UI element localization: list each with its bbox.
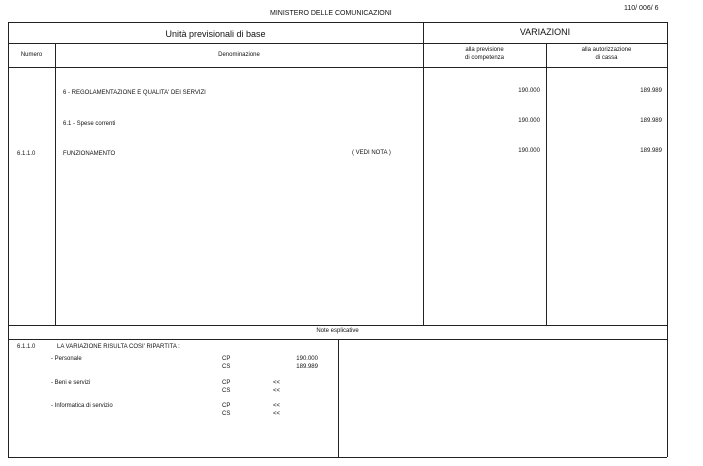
note-cp-value: 190.000 xyxy=(296,356,318,362)
col-cassa-line2: di cassa xyxy=(595,55,618,61)
note-cs-label: CS xyxy=(222,411,231,417)
row-denominazione: 6.1 - Spese correnti xyxy=(63,121,116,127)
row-cassa: 189.989 xyxy=(640,148,662,154)
row-competenza: 190.000 xyxy=(518,118,540,124)
note-item-label: - Beni e servizi xyxy=(51,380,91,386)
note-item-label: - Personale xyxy=(51,356,82,362)
note-cp-value: << xyxy=(273,403,281,409)
row-cassa: 189.989 xyxy=(640,118,662,124)
row-competenza: 190.000 xyxy=(518,148,540,154)
variazioni-header: VARIAZIONI xyxy=(519,27,571,37)
row-numero: 6.1.1.0 xyxy=(17,151,36,157)
notes-numero: 6.1.1.0 xyxy=(17,344,36,350)
note-cs-value: << xyxy=(273,388,281,394)
upb-header: Unità previsionali di base xyxy=(165,29,266,39)
note-cp-label: CP xyxy=(222,356,231,362)
col-denominazione: Denominazione xyxy=(218,52,260,58)
note-cs-value: 189.989 xyxy=(296,364,318,370)
row-nota: ( VEDI NOTA ) xyxy=(352,150,391,156)
note-cs-value: << xyxy=(273,411,281,417)
note-cp-value: << xyxy=(273,380,281,386)
row-cassa: 189.989 xyxy=(640,88,662,94)
note-cp-label: CP xyxy=(222,380,231,386)
page-reference: 110/ 006/ 6 xyxy=(624,5,659,12)
row-denominazione: 6 - REGOLAMENTAZIONE E QUALITA' DEI SERVIZI xyxy=(63,90,206,96)
notes-intro: LA VARIAZIONE RISULTA COSI' RIPARTITA : xyxy=(57,344,180,350)
col-competenza-line1: alla previsione xyxy=(465,47,504,53)
notes-title: Note esplicative xyxy=(316,328,359,334)
col-numero: Numero xyxy=(20,52,43,58)
col-competenza-line2: di competenza xyxy=(464,55,505,61)
note-item-label: - Informatica di servizio xyxy=(51,403,113,409)
row-competenza: 190.000 xyxy=(518,88,540,94)
note-cp-label: CP xyxy=(222,403,231,409)
note-cs-label: CS xyxy=(222,388,231,394)
note-cs-label: CS xyxy=(222,364,231,370)
row-denominazione: FUNZIONAMENTO xyxy=(63,151,116,157)
ministry-title: MINISTERO DELLE COMUNICAZIONI xyxy=(270,10,392,17)
col-cassa-line1: alla autorizzazione xyxy=(581,47,632,53)
